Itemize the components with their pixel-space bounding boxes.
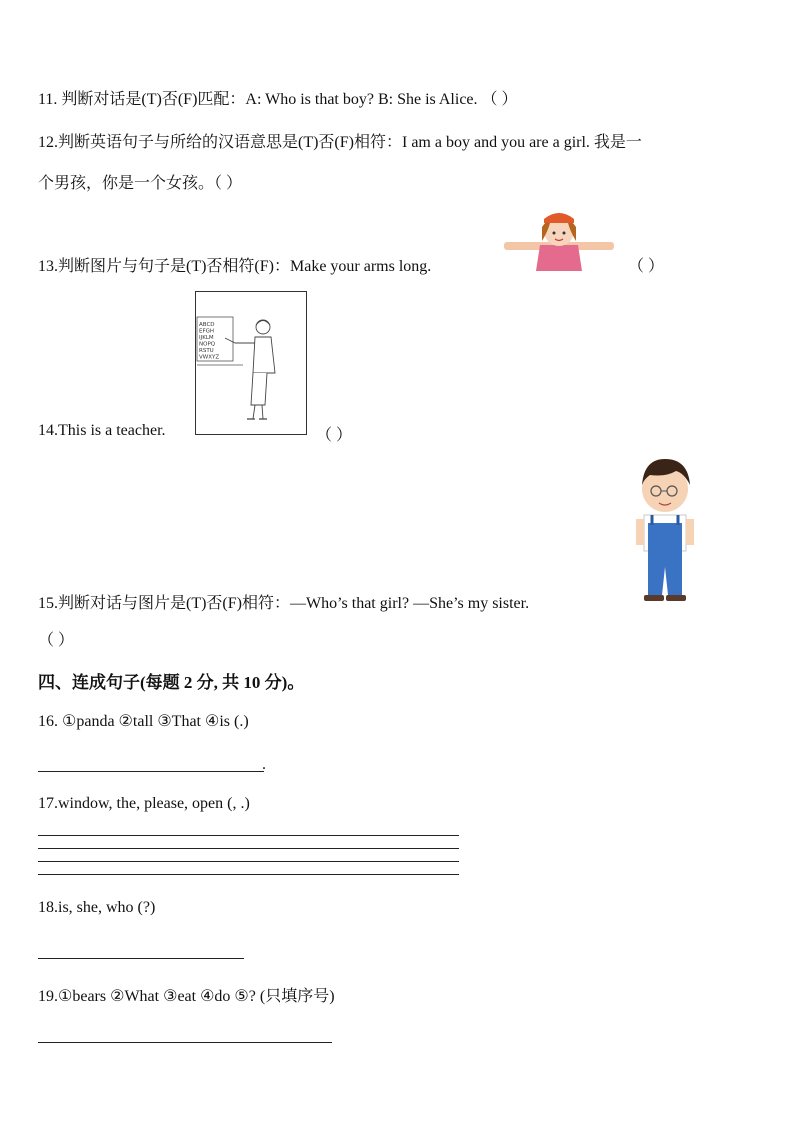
answer-line-17-1[interactable] bbox=[38, 835, 459, 836]
answer-line-19[interactable] bbox=[38, 1042, 332, 1043]
section-4-heading: 四、连成句子(每题 2 分, 共 10 分)。 bbox=[38, 673, 305, 692]
question-16: 16. ①panda ②tall ③That ④is (.) bbox=[38, 713, 249, 730]
question-19: 19.①bears ②What ③eat ④do ⑤? (只填序号) bbox=[38, 988, 335, 1005]
teacher-image bbox=[195, 291, 307, 435]
question-15: 15.判断对话与图片是(T)否(F)相符：—Who’s that girl? —She’s my sister. bbox=[38, 595, 530, 612]
question-18: 18.is, she, who (?) bbox=[38, 899, 156, 916]
question-15-answer-paren: （ ） bbox=[38, 632, 75, 649]
board-letters-row: EFGH bbox=[199, 328, 215, 335]
board-letters-row: NOPQ bbox=[199, 341, 216, 348]
board-letters-row: VWXYZ bbox=[199, 354, 220, 361]
girl-arms-out-image bbox=[500, 205, 618, 273]
question-13-answer-paren: （ ） bbox=[628, 258, 665, 275]
answer-line-17-4[interactable] bbox=[38, 874, 459, 875]
question-12-line2: 个男孩，你是一个女孩。（ ） bbox=[38, 175, 243, 192]
board-letters-row: IJKLM bbox=[199, 335, 214, 341]
question-13: 13.判断图片与句子是(T)否相符(F)：Make your arms long. bbox=[38, 258, 432, 275]
answer-line-17-2[interactable] bbox=[38, 848, 459, 849]
answer-line-17-3[interactable] bbox=[38, 861, 459, 862]
question-14-answer-paren: （ ） bbox=[316, 427, 353, 444]
question-12-line1: 12.判断英语句子与所给的汉语意思是(T)否(F)相符：I am a boy and you are a girl. 我是一 bbox=[38, 134, 642, 151]
question-11: 11. 判断对话是(T)否(F)匹配：A: Who is that boy? B: She is Alice. （ ） bbox=[38, 91, 518, 108]
question-17: 17.window, the, please, open (, .) bbox=[38, 795, 250, 812]
board-letters-row: ABCD bbox=[199, 322, 215, 328]
answer-line-16-period: . bbox=[262, 756, 266, 773]
boy-image bbox=[628, 455, 702, 605]
answer-line-16[interactable] bbox=[38, 771, 264, 772]
answer-line-18[interactable] bbox=[38, 958, 244, 959]
question-14: 14.This is a teacher. bbox=[38, 422, 166, 439]
board-letters-row: RSTU bbox=[199, 348, 214, 354]
